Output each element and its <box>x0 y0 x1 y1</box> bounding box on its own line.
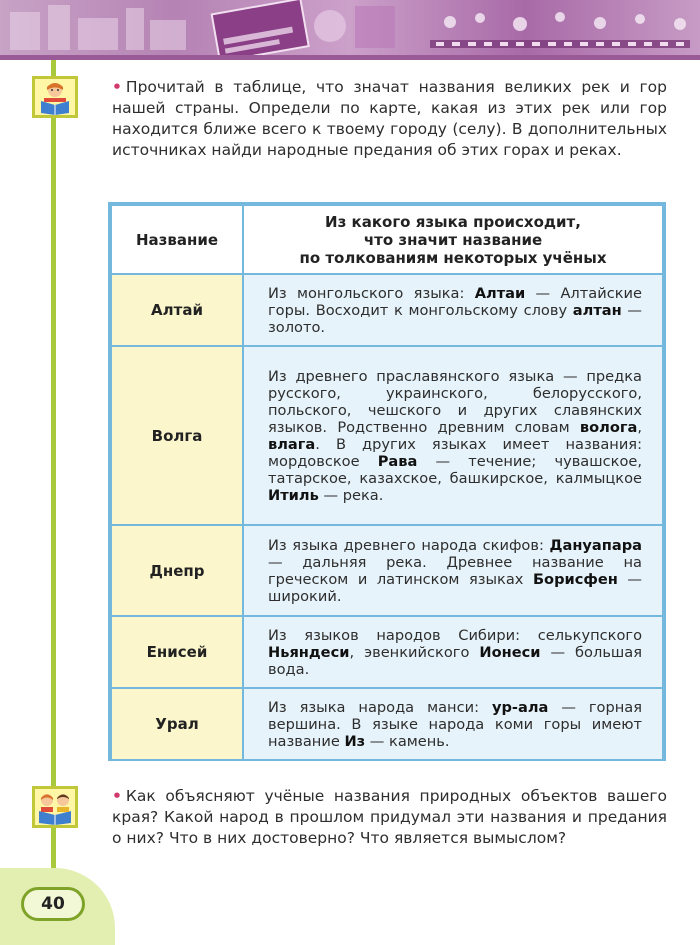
desc-text: — большая вода. <box>268 643 642 678</box>
page-number: 40 <box>21 887 85 921</box>
task-text: Как объясняют учёные названия природных объектов вашего края? Какой народ в прошлом придумал эти названия и предания о них? Что в них достоверно? Что является вымыслом? <box>112 787 667 847</box>
table-row <box>111 616 663 688</box>
bold-term: Ионеси <box>479 643 541 661</box>
desc-text: Из языка народа манси: <box>268 698 492 716</box>
desc-text: — течение; чувашское, татарское, казахское, башкирское, калмыцкое <box>268 452 642 487</box>
river-names-table <box>108 202 666 761</box>
desc-text: , <box>637 418 642 436</box>
desc-text: — горная вершина. В языке народа коми горы имеют название <box>268 698 642 750</box>
margin-rail <box>51 60 56 890</box>
bold-term: Алтаи <box>474 284 526 302</box>
desc-text: — река. <box>318 486 384 504</box>
header-line: по толкованиям некоторых учёных <box>299 248 607 267</box>
desc-text: — Алтайские горы. Восходит к монгольскому слову <box>268 284 642 319</box>
bold-term: Итиль <box>268 486 319 504</box>
row-description <box>243 688 663 760</box>
table-row <box>111 274 663 346</box>
row-description <box>243 346 663 525</box>
ornament-banner-art <box>0 0 700 55</box>
table-row <box>111 525 663 616</box>
row-description <box>243 274 663 346</box>
header-description <box>243 205 663 274</box>
row-name: Алтай <box>111 274 243 346</box>
row-name: Днепр <box>111 525 243 616</box>
bold-term: ур-ала <box>491 698 549 716</box>
bullet-icon: • <box>112 78 122 96</box>
banner-divider <box>0 55 700 60</box>
desc-text: . В других языках имеет названия: мордовское <box>268 435 642 470</box>
bold-term: Борисфен <box>532 570 618 588</box>
intro-paragraph <box>112 77 667 161</box>
row-name: Урал <box>111 688 243 760</box>
desc-text: Из древнего праславянского языка — предка русского, украинского, белорусского, польского, чешского и других славянских языков. Родственно древним словам <box>268 367 642 436</box>
desc-text: — дальняя река. Древнее название на греческом и латинском языках <box>268 553 642 588</box>
two-children-icon <box>32 786 78 828</box>
desc-text: , эвенкийского <box>349 643 480 661</box>
header-line: что значит название <box>363 230 543 249</box>
desc-text: Из языка древнего народа скифов: <box>268 536 550 554</box>
table-row <box>111 346 663 525</box>
row-description <box>243 616 663 688</box>
desc-text: — камень. <box>365 732 450 750</box>
desc-text: — золото. <box>268 301 642 336</box>
desc-text: — широкий. <box>268 570 643 605</box>
desc-text: Из монгольского языка: <box>268 284 475 302</box>
bold-term: Из <box>344 732 366 750</box>
bold-term: Ньяндеси <box>268 643 350 661</box>
reading-child-icon <box>32 76 78 118</box>
bold-term: Дануапара <box>549 536 642 554</box>
task-paragraph <box>112 786 667 849</box>
intro-text: Прочитай в таблице, что значат названия великих рек и гор нашей страны. Определи по карте, какая из этих рек или гор находится ближе всего к твоему городу (селу). В дополнительных источниках найди народные предания об этих горах и реках. <box>112 78 667 159</box>
bold-term: Рава <box>377 452 418 470</box>
table-header-row <box>111 205 663 274</box>
row-name: Волга <box>111 346 243 525</box>
bullet-icon: • <box>112 787 122 805</box>
table-row <box>111 688 663 760</box>
row-name: Енисей <box>111 616 243 688</box>
row-description <box>243 525 663 616</box>
bold-term: алтан <box>572 301 622 319</box>
header-name: Название <box>111 205 243 274</box>
bold-term: влага <box>268 435 316 453</box>
desc-text: Из языков народов Сибири: селькупского <box>268 626 642 644</box>
header-line: Из какого языка происходит, <box>325 212 581 231</box>
top-banner <box>0 0 700 55</box>
bold-term: вологa <box>579 418 638 436</box>
